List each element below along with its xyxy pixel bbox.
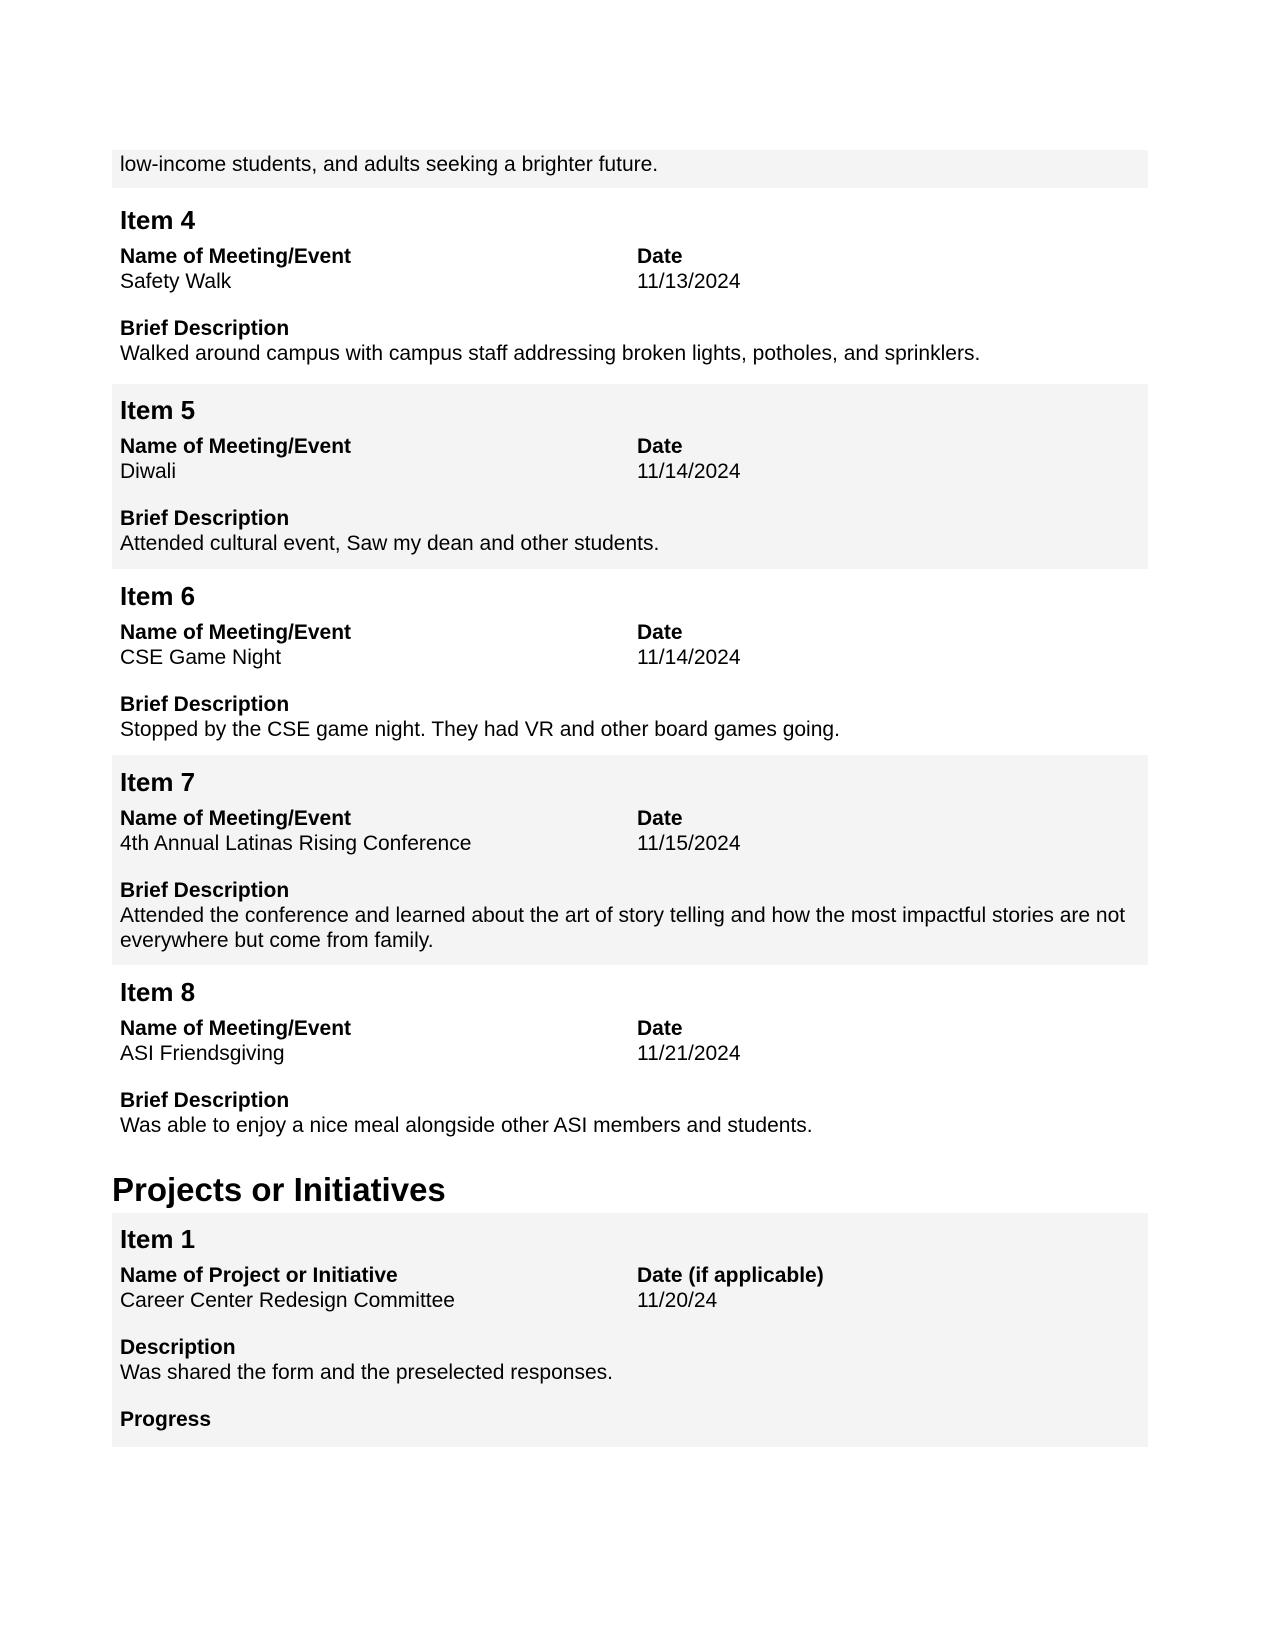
meeting-item-5 xyxy=(112,384,1148,569)
date-label: Date xyxy=(637,807,683,830)
description-value: Attended cultural event, Saw my dean and other students. xyxy=(120,532,660,555)
meeting-item-7 xyxy=(112,755,1148,965)
description-label: Brief Description xyxy=(120,507,290,530)
item-title: Item 8 xyxy=(120,977,196,1007)
section-title-projects: Projects or Initiatives xyxy=(112,1171,446,1208)
date-value: 11/20/24 xyxy=(637,1289,718,1312)
description-value: Walked around campus with campus staff addressing broken lights, potholes, and sprinklers. xyxy=(120,342,981,365)
progress-label: Progress xyxy=(120,1408,212,1431)
project-item-1 xyxy=(112,1213,1148,1447)
item-title: Item 1 xyxy=(120,1224,196,1254)
name-value: Diwali xyxy=(120,460,177,483)
name-label: Name of Meeting/Event xyxy=(120,621,352,644)
name-label: Name of Project or Initiative xyxy=(120,1264,398,1287)
name-value: CSE Game Night xyxy=(120,646,282,669)
item-title: Item 6 xyxy=(120,581,196,611)
date-label: Date xyxy=(637,621,683,644)
description-value: Was shared the form and the preselected responses. xyxy=(120,1361,613,1384)
continuation-text: low-income students, and adults seeking a brighter future. xyxy=(112,150,1148,188)
date-value: 11/15/2024 xyxy=(637,832,741,855)
name-label: Name of Meeting/Event xyxy=(120,1017,352,1040)
document-page xyxy=(112,150,1148,1447)
meeting-item-4 xyxy=(112,188,1148,384)
name-label: Name of Meeting/Event xyxy=(120,435,352,458)
description-label: Brief Description xyxy=(120,693,290,716)
description-value: Was able to enjoy a nice meal alongside other ASI members and students. xyxy=(120,1114,813,1137)
name-value: 4th Annual Latinas Rising Conference xyxy=(120,832,472,855)
date-label: Date (if applicable) xyxy=(637,1264,824,1287)
name-value: ASI Friendsgiving xyxy=(120,1042,285,1065)
name-label: Name of Meeting/Event xyxy=(120,245,352,268)
date-label: Date xyxy=(637,1017,683,1040)
meeting-item-6 xyxy=(112,569,1148,755)
date-value: 11/14/2024 xyxy=(637,646,741,669)
description-value: Stopped by the CSE game night. They had VR and other board games going. xyxy=(120,718,840,741)
description-label: Description xyxy=(120,1336,236,1359)
name-label: Name of Meeting/Event xyxy=(120,807,352,830)
date-value: 11/21/2024 xyxy=(637,1042,741,1065)
name-value: Safety Walk xyxy=(120,270,232,293)
date-label: Date xyxy=(637,435,683,458)
date-value: 11/14/2024 xyxy=(637,460,741,483)
date-label: Date xyxy=(637,245,683,268)
meeting-item-8 xyxy=(112,965,1148,1161)
description-label: Brief Description xyxy=(120,317,290,340)
date-value: 11/13/2024 xyxy=(637,270,741,293)
name-value: Career Center Redesign Committee xyxy=(120,1289,455,1312)
description-label: Brief Description xyxy=(120,1089,290,1112)
item-title: Item 4 xyxy=(120,205,196,235)
description-value: Attended the conference and learned about the art of story telling and how the most impactful stories are not everywhere but come from family. xyxy=(120,904,1126,952)
item-title: Item 5 xyxy=(120,395,196,425)
description-label: Brief Description xyxy=(120,879,290,902)
item-title: Item 7 xyxy=(120,767,196,797)
